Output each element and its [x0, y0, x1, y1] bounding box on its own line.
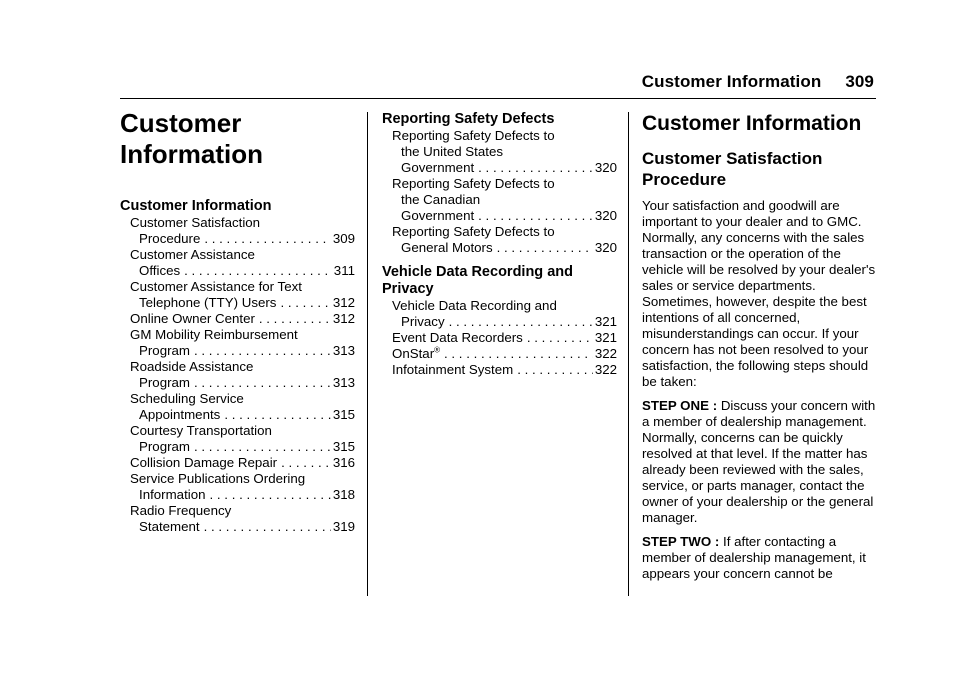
- dot-leader: [224, 407, 331, 423]
- toc-entry[interactable]: [120, 423, 355, 455]
- toc-entry-title-end: Event Data Recorders: [392, 330, 523, 345]
- header-rule: [120, 98, 876, 99]
- toc-entry-title-end: Information: [139, 487, 206, 502]
- toc-entry[interactable]: [120, 215, 355, 247]
- toc-entry-title: Customer Assistance: [130, 247, 255, 262]
- registered-mark: ®: [434, 345, 441, 355]
- toc-page-number: 316: [332, 455, 355, 470]
- toc-page-number: 311: [333, 263, 355, 278]
- dot-leader: [281, 455, 331, 471]
- toc-entry[interactable]: [382, 346, 617, 362]
- toc-page-number: 320: [594, 208, 617, 223]
- toc-entry-title: GM Mobility Reimbursement: [130, 327, 298, 342]
- toc-entry-title: Scheduling Service: [130, 391, 244, 406]
- dot-leader: [194, 439, 331, 455]
- subsection-title: Customer Satisfaction Procedure: [642, 149, 823, 189]
- toc-entry-title-end: Infotainment System: [392, 362, 514, 377]
- dot-leader: [444, 346, 593, 362]
- toc-entry-title-end: Offices: [139, 263, 181, 278]
- toc-page-number: 315: [332, 439, 355, 454]
- toc-entry-title-end: Program: [139, 439, 190, 454]
- dot-leader: [497, 240, 593, 256]
- chapter-title: Customer Information: [120, 108, 263, 169]
- toc-entry-title-end: Privacy: [401, 314, 445, 329]
- toc-entry-title-end: Program: [139, 343, 190, 358]
- toc-entry[interactable]: [120, 391, 355, 423]
- toc-entry[interactable]: [120, 279, 355, 311]
- toc-section-heading: Reporting Safety Defects: [382, 111, 555, 127]
- toc-entry-title: Service Publications Ordering: [130, 471, 306, 486]
- dot-leader: [478, 208, 593, 224]
- toc-page-number: 321: [594, 314, 617, 329]
- toc-entry[interactable]: [120, 327, 355, 359]
- body-paragraph: Your satisfaction and goodwill are important to your dealer and to GMC. Normally, any concerns with the sales transaction or the operation of the vehicle will be resolved by your dealer's sales or service departments. Sometimes, however, despite the best intentions of all concerned, misunderstandings can occur. If your concern has not been resolved to your satisfaction, the following steps should be taken:: [642, 198, 876, 389]
- toc-entry-title-end: Appointments: [139, 407, 221, 422]
- toc-page-number: 315: [332, 407, 355, 422]
- toc-page-number: 312: [332, 311, 355, 326]
- column-divider-1: [367, 112, 368, 596]
- toc-entry-title-end: Telephone (TTY) Users: [139, 295, 277, 310]
- toc-entry[interactable]: [120, 359, 355, 391]
- toc-entry[interactable]: [120, 311, 355, 327]
- body-column: [642, 108, 878, 582]
- toc-entry-title-end: Collision Damage Repair: [130, 455, 278, 470]
- header-section-title: Customer Information: [641, 72, 822, 91]
- dot-leader: [194, 343, 331, 359]
- dot-leader: [280, 295, 330, 311]
- toc-entry[interactable]: [120, 503, 355, 535]
- section-title: Customer Information: [642, 112, 862, 135]
- toc-entry-title: Vehicle Data Recording and: [392, 298, 557, 313]
- dot-leader: [184, 263, 332, 279]
- toc-entry-title-end: Statement: [139, 519, 200, 534]
- toc-entry-title-end: Program: [139, 375, 190, 390]
- dot-leader: [204, 519, 331, 535]
- toc-page-number: 319: [332, 519, 355, 534]
- toc-section-heading: Vehicle Data Recording and Privacy: [382, 264, 573, 297]
- step-one-paragraph: STEP ONE : Discuss your concern with a member of dealership management. Normally, concerns can be quickly resolved at that level. If the matter has already been reviewed with the sales, service, or parts manager, contact the owner of your dealership or the general manager.: [642, 398, 876, 525]
- toc-page-number: 322: [594, 346, 617, 361]
- toc-column-2: [382, 108, 617, 378]
- toc-entry-title-end: Online Owner Center: [130, 311, 255, 326]
- toc-column-1: [120, 108, 355, 535]
- dot-leader: [194, 375, 331, 391]
- dot-leader: [259, 311, 331, 327]
- dot-leader: [210, 487, 331, 503]
- toc-entry-title-cont: the Canadian: [401, 192, 481, 207]
- toc-entry-title-end: Procedure: [139, 231, 201, 246]
- column-divider-2: [628, 112, 629, 596]
- toc-page-number: 309: [332, 231, 355, 246]
- toc-list: [382, 128, 617, 256]
- toc-page-number: 322: [594, 362, 617, 377]
- toc-entry-title: Reporting Safety Defects to: [392, 128, 555, 143]
- toc-entry[interactable]: [382, 330, 617, 346]
- step-label: STEP ONE :: [642, 398, 718, 413]
- toc-entry[interactable]: [382, 176, 617, 224]
- toc-entry-title: Customer Satisfaction: [130, 215, 261, 230]
- step-two-paragraph: STEP TWO : If after contacting a member of dealership management, it appears your concern cannot be: [642, 534, 866, 581]
- toc-entry[interactable]: [382, 128, 617, 176]
- toc-page-number: 313: [332, 375, 355, 390]
- running-header: [0, 72, 874, 92]
- toc-page-number: 318: [332, 487, 355, 502]
- dot-leader: [478, 160, 593, 176]
- toc-entry-title-cont: the United States: [401, 144, 504, 159]
- toc-entry-title: Courtesy Transportation: [130, 423, 272, 438]
- toc-entry-title: Reporting Safety Defects to: [392, 224, 555, 239]
- toc-entry[interactable]: [382, 298, 617, 330]
- toc-entry[interactable]: [382, 362, 617, 378]
- dot-leader: [449, 314, 593, 330]
- step-label: STEP TWO :: [642, 534, 720, 549]
- dot-leader: [204, 231, 330, 247]
- toc-page-number: 312: [332, 295, 355, 310]
- page-number: 309: [845, 72, 874, 91]
- dot-leader: [527, 330, 593, 346]
- dot-leader: [517, 362, 593, 378]
- toc-entry-title-end: General Motors: [401, 240, 493, 255]
- toc-page-number: 320: [594, 240, 617, 255]
- toc-entry[interactable]: [382, 224, 617, 256]
- toc-entry-title-end: OnStar®: [392, 345, 441, 361]
- toc-entry-title-end: Government: [401, 160, 475, 175]
- toc-page-number: 313: [332, 343, 355, 358]
- toc-page-number: 321: [594, 330, 617, 345]
- toc-entry-title: Reporting Safety Defects to: [392, 176, 555, 191]
- toc-list: [120, 215, 355, 535]
- toc-page-number: 320: [594, 160, 617, 175]
- toc-entry-title: Roadside Assistance: [130, 359, 254, 374]
- toc-entry[interactable]: [120, 247, 355, 279]
- toc-entry-title: Customer Assistance for Text: [130, 279, 302, 294]
- toc-list: [382, 298, 617, 378]
- toc-entry-title-end: Government: [401, 208, 475, 223]
- toc-section-heading: Customer Information: [120, 198, 272, 214]
- toc-entry[interactable]: [120, 455, 355, 471]
- toc-entry[interactable]: [120, 471, 355, 503]
- toc-entry-title: Radio Frequency: [130, 503, 232, 518]
